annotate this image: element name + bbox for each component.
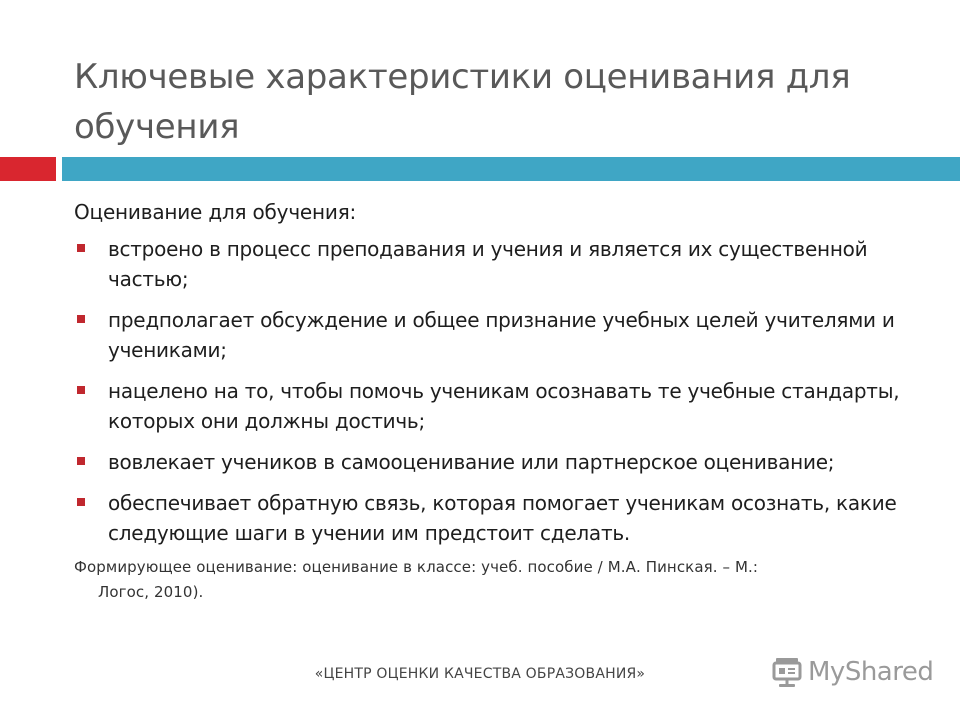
title-rule-blue: [62, 157, 960, 181]
square-bullet-icon: [77, 315, 85, 323]
citation-line-1: Формирующее оценивание: оценивание в классе: учеб. пособие / М.А. Пинская. – М.:: [74, 558, 759, 576]
slide-title: Ключевые характеристики оценивания для обучения: [74, 57, 851, 147]
citation-line-2: Логос, 2010).: [98, 583, 204, 601]
list-item: [74, 305, 924, 365]
slide-content: [74, 198, 924, 605]
logo-text: MyShared: [808, 657, 934, 687]
square-bullet-icon: [77, 457, 85, 465]
list-item: [74, 376, 924, 436]
list-item: [74, 234, 924, 294]
myshared-logo[interactable]: [770, 652, 933, 692]
footer-text: «ЦЕНТР ОЦЕНКИ КАЧЕСТВА ОБРАЗОВАНИЯ»: [314, 666, 646, 682]
title-rule-red: [0, 157, 56, 181]
list-item: [74, 488, 924, 548]
square-bullet-icon: [77, 498, 85, 506]
citation: [74, 555, 924, 605]
presentation-board-icon: [770, 655, 804, 689]
bullet-text: предполагает обсуждение и общее признание учебных целей учителями и учениками;: [108, 308, 895, 362]
bullet-text: обеспечивает обратную связь, которая помогает ученикам осознать, какие следующие шаги в учении им предстоит сделать.: [108, 491, 897, 545]
square-bullet-icon: [77, 244, 85, 252]
bullet-text: встроено в процесс преподавания и учения и является их существенной частью;: [108, 237, 868, 291]
bullet-list: [74, 234, 924, 548]
list-item: [74, 447, 924, 477]
square-bullet-icon: [77, 386, 85, 394]
lead-text: Оценивание для обучения:: [74, 200, 357, 224]
bullet-text: вовлекает учеников в самооценивание или партнерское оценивание;: [108, 450, 835, 474]
bullet-text: нацелено на то, чтобы помочь ученикам осознавать те учебные стандарты, которых они должны достичь;: [108, 379, 900, 433]
